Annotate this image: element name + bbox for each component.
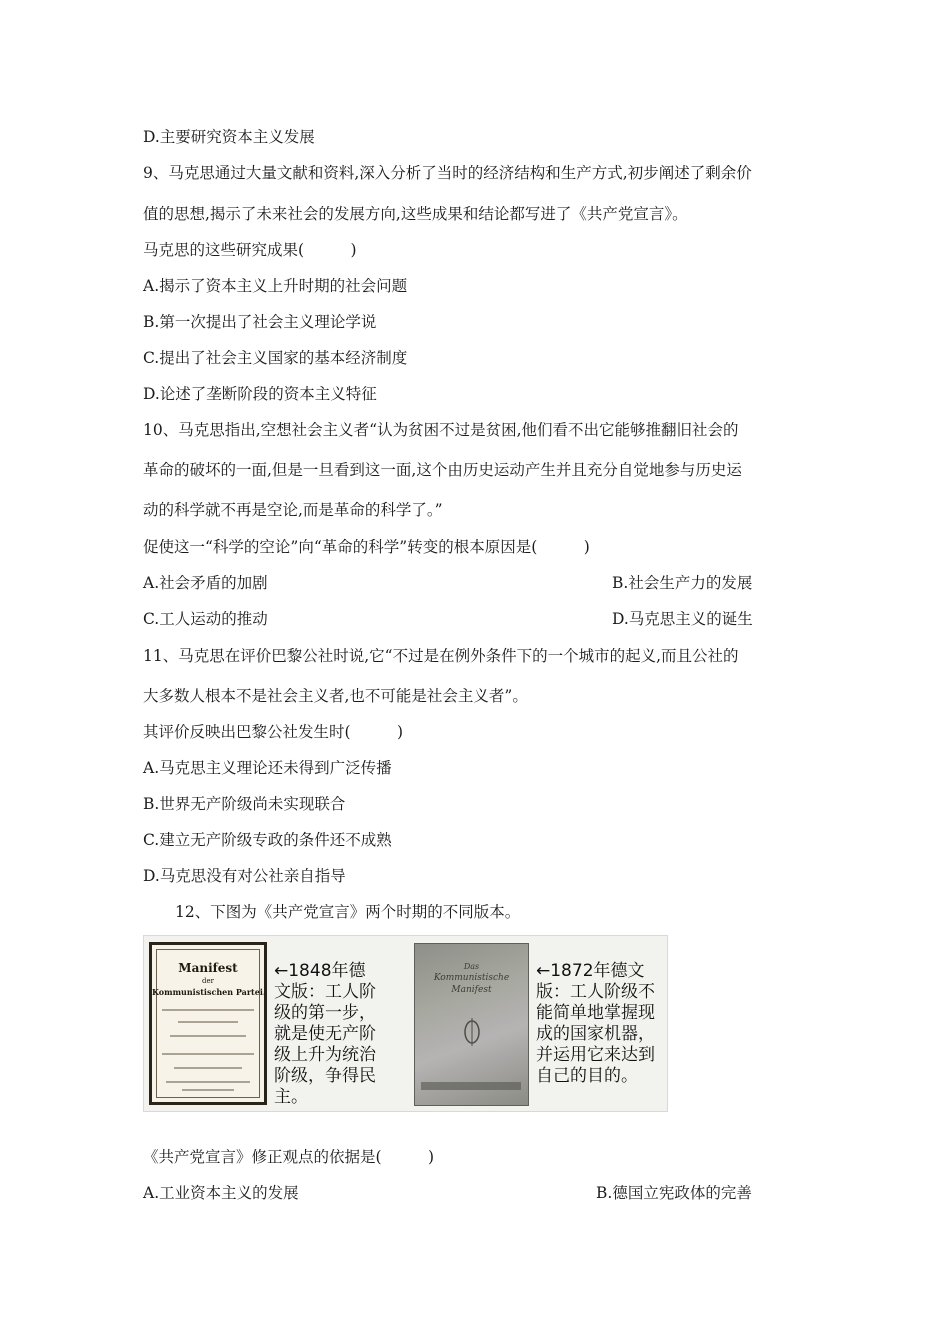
- book2-title-line3: Manifest: [451, 985, 492, 995]
- caption-1848: ←1848年德 文版：工人阶 级的第一步， 就是使无产阶 级上升为统治 阶级，争得民 主。: [274, 961, 376, 1107]
- q8-option-d: D.主要研究资本主义发展: [143, 128, 315, 146]
- manifesto-editions-figure: [143, 935, 668, 1112]
- q9-option-b: B.第一次提出了社会主义理论学说: [143, 313, 377, 331]
- q11-question: 其评价反映出巴黎公社发生时( ): [143, 723, 404, 741]
- caption-1872: ←1872年德文 版：工人阶级不 能简单地掌握现 成的国家机器， 并运用它来达到 自己的目的。: [536, 961, 655, 1086]
- book2-emblem-icon: [415, 944, 530, 1107]
- q9-option-c: C.提出了社会主义国家的基本经济制度: [143, 349, 408, 367]
- book1-title-line2: der: [202, 977, 214, 985]
- manifesto-1848-cover-image: [149, 942, 267, 1105]
- book1-title-line3: Kommunistischen Partei.: [152, 987, 266, 997]
- q11-option-c: C.建立无产阶级专政的条件还不成熟: [143, 831, 392, 849]
- book2-title-line2: Kommunistische: [433, 973, 510, 983]
- q10-stem-line3: 动的科学就不再是空论,而是革命的科学了。”: [143, 501, 443, 519]
- q12-question: 《共产党宣言》修正观点的依据是( ): [143, 1148, 435, 1166]
- q9-option-a: A.揭示了资本主义上升时期的社会问题: [143, 277, 408, 295]
- q11-stem-line1: 11、马克思在评价巴黎公社时说,它“不过是在例外条件下的一个城市的起义,而且公社的: [143, 647, 739, 665]
- q9-question: 马克思的这些研究成果( ): [143, 241, 357, 259]
- manifesto-1872-cover-image: [414, 943, 529, 1106]
- q10-option-b: B.社会生产力的发展: [612, 574, 753, 592]
- q11-option-b: B.世界无产阶级尚未实现联合: [143, 795, 346, 813]
- q9-stem-line1: 9、马克思通过大量文献和资料,深入分析了当时的经济结构和生产方式,初步阐述了剩余价: [143, 164, 752, 182]
- q9-stem-line2: 值的思想,揭示了未来社会的发展方向,这些成果和结论都写进了《共产党宣言》。: [143, 205, 688, 223]
- q12-option-a: A.工业资本主义的发展: [143, 1184, 299, 1202]
- q10-question: 促使这一“科学的空论”向“革命的科学”转变的根本原因是( ): [143, 538, 590, 556]
- q10-stem-line2: 革命的破坏的一面,但是一旦看到这一面,这个由历史运动产生并且充分自觉地参与历史运: [143, 461, 742, 479]
- q12-option-b: B.德国立宪政体的完善: [596, 1184, 752, 1202]
- q11-option-d: D.马克思没有对公社亲自指导: [143, 867, 346, 885]
- q10-option-d: D.马克思主义的诞生: [612, 610, 753, 628]
- q10-option-a: A.社会矛盾的加剧: [143, 574, 268, 592]
- q9-option-d: D.论述了垄断阶段的资本主义特征: [143, 385, 377, 403]
- book1-title-line1: Manifest: [178, 961, 238, 975]
- q10-option-c: C.工人运动的推动: [143, 610, 268, 628]
- q11-option-a: A.马克思主义理论还未得到广泛传播: [143, 759, 392, 777]
- q12-stem: 12、下图为《共产党宣言》两个时期的不同版本。: [175, 903, 521, 921]
- q10-stem-line1: 10、马克思指出,空想社会主义者“认为贫困不过是贫困,他们看不出它能够推翻旧社会的: [143, 421, 739, 439]
- q11-stem-line2: 大多数人根本不是社会主义者,也不可能是社会主义者”。: [143, 687, 528, 705]
- book2-title-line1: Das: [463, 962, 480, 971]
